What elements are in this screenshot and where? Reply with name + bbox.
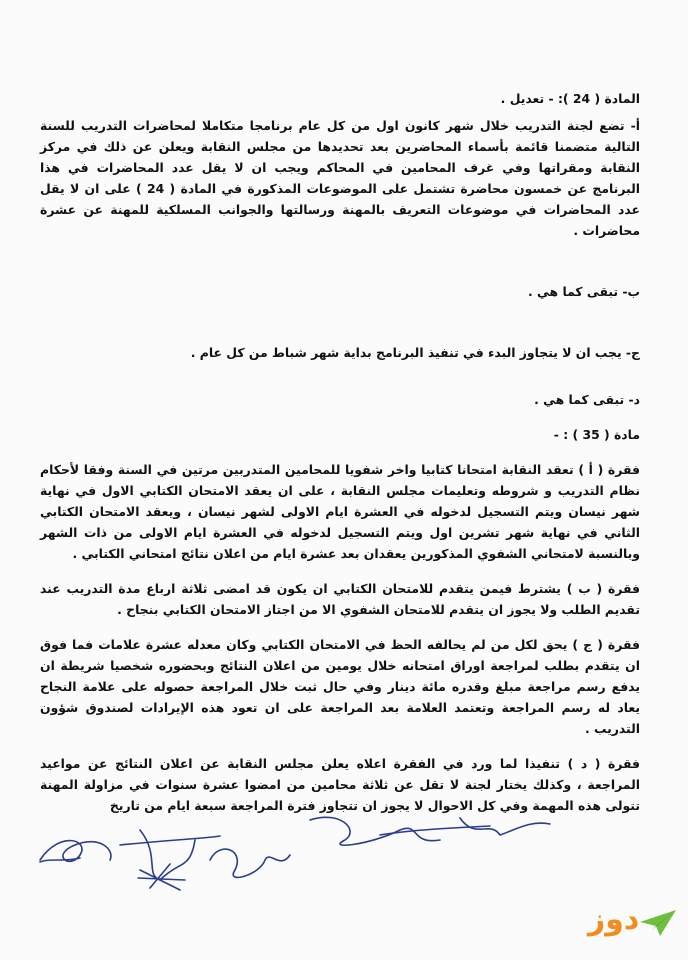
signature-stroke [138,864,185,890]
article-35-para-b: فقرة ( ب ) يشترط فيمن يتقدم للامتحان الكتابي ان يكون قد امضى ثلاثة ارباع مدة التدريب عند تقديم الطلب ولا يجوز ان يتقدم للامتحان الشفوي الا من اجتاز الامتحان الكتابي بنجاح . [40,581,640,617]
document-body [40,88,640,816]
signature-stroke [120,830,220,880]
article-35-para-a: فقرة ( أ ) تعقد النقابة امتحانا كتابيا واخر شفويا للمحامين المتدربين مرتين في السنة وفقا لأحكام نظام التدريب و شروطه وتعليمات مجلس النقابة ، على ان يعقد الامتحان الكتابي الاول في نهاية شهر نيسان ويتم التسجيل لدخوله في العشرة ايام الاولى لشهر نيسان ، ويعقد الامتحان الكتابي الثاني في نهاية شهر تشرين اول ويتم التسجيل لدخوله في العشرة ايام الاولى من ذات الشهر وبالنسبة لامتحاني الشفوي المذكورين يعقدان بعد عشرة ايام من اعلان نتائج امتحاني الكتابي . [40,462,640,561]
article-24-item-a: أ- تضع لجنة التدريب خلال شهر كانون اول من كل عام برنامجا متكاملا لمحاضرات التدريب للسنة التالية متضمنا قائمة بأسماء المحاضرين بعد تحديدها من مجلس النقابة ويعلن عن ذلك في مركز النقابة ومقراتها وفي غرف المحامين في المحاكم ويجب ان لا يقل عدد المحاضرات في هذا البرنامج عن خمسون محاضرة تشتمل على الموضوعات المذكورة في المادة ( 24 ) على ان لا يقل عدد المحاضرات في موضوعات التعريف بالمهنة ورسالتها والجوانب المسلكية للمهنة عن عشرة محاضرات . [40,118,641,238]
article-24-item-d: د- تبقى كما هي . [534,392,640,407]
signature-stroke [210,849,290,877]
article-24-item-c: ج- يجب ان لا يتجاوز البدء في تنفيذ البرنامج بداية شهر شباط من كل عام . [190,345,640,360]
signature-stroke [310,817,440,845]
article-35-heading: مادة ( 35 ) : - [553,427,640,442]
watermark-logo [588,898,680,954]
handwritten-signatures [20,800,580,910]
logo-wordmark: دوز [588,902,640,937]
signature-stroke [380,818,550,835]
article-24-item-b: ب- تبقى كما هي . [527,284,640,299]
paper-plane-icon [638,908,678,938]
article-24-heading: المادة ( 24 ): - تعديل . [500,91,640,106]
signature-stroke [40,841,111,862]
article-35-para-c: فقرة ( ج ) يحق لكل من لم يحالفه الحظ في الامتحان الكتابي وكان معدله عشرة علامات فما فوق ان يتقدم بطلب لمراجعة اوراق امتحانه خلال يومين من اعلان النتائج وبحضوره شخصيا شريطة ان يدفع رسم مراجعة مبلغ وقدره مائة دينار وفي حال ثبت خلال المراجعة حصوله على علامة النجاح يعاد له رسم المراجعة وتعتمد العلامة بعد المراجعة على ان تعود هذه الإيرادات لصندوق شؤون التدريب . [40,637,640,736]
article-35-para-d: فقرة ( د ) تنفيذا لما ورد في الفقرة اعلاه يعلن مجلس النقابة عن اعلان النتائج عن مواعيد المراجعة ، وكذلك يختار لجنة لا تقل عن ثلاثة محامين من امضوا عشرة سنوات في مزاولة المهنة تتولى هذه المهمة وفي كل الاحوال لا يجوز ان تتجاوز فترة المراجعة سبعة ايام من تاريخ [40,756,640,813]
